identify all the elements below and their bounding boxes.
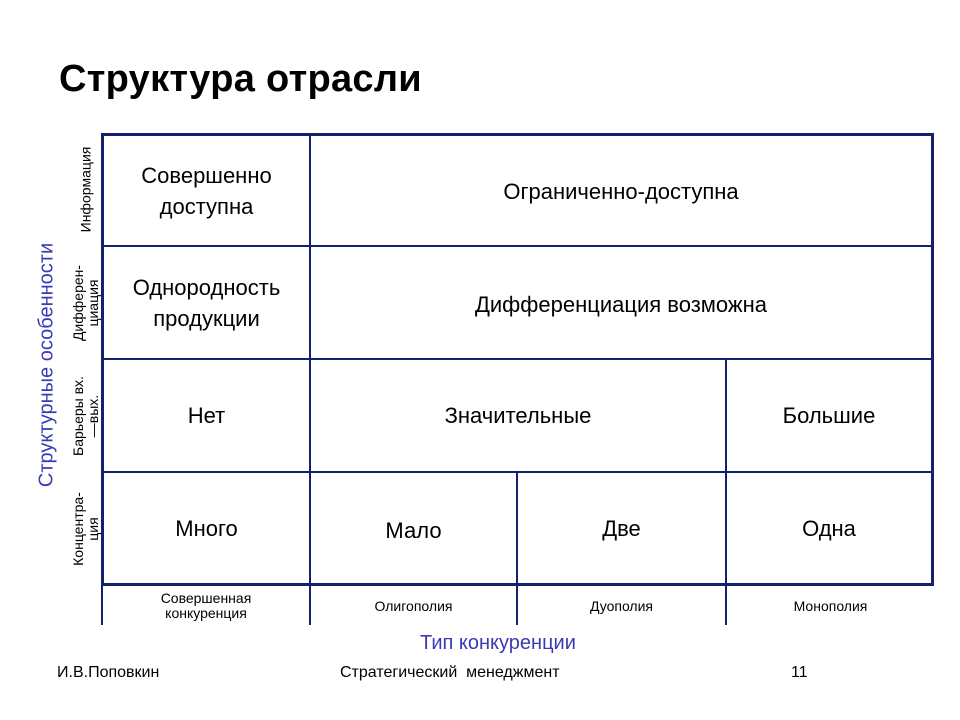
cell-conc-two: Две [602, 515, 641, 541]
footer-author: И.В.Поповкин [57, 664, 160, 681]
row-label-information-wrap [71, 133, 101, 246]
row-label-concentration-wrap [71, 472, 101, 586]
cell-barriers-significant: Значительные [444, 403, 592, 428]
slide-title: Структура отрасли [59, 58, 422, 100]
cell-conc-many: Много [175, 515, 238, 541]
cell-info-perfect: Совершенно доступна [141, 162, 272, 219]
cell-barriers-none: Нет [187, 403, 226, 428]
footer-page-number: 11 [791, 664, 808, 681]
cell-info-limited: Ограниченно-доступна [503, 179, 739, 204]
cell-barriers-large: Большие [782, 403, 876, 428]
cell-diff-possible: Дифференциация возможна [474, 292, 767, 317]
horizontal-axis-title: Тип конкуренции [420, 632, 576, 654]
column-label-oligopoly: Олигополия [374, 597, 453, 614]
cell-conc-few: Мало [385, 518, 442, 543]
cell-conc-one: Одна [802, 515, 856, 541]
row-label-concentration: Концентра- ция [70, 492, 102, 566]
column-label-perfect: Совершенная конкуренция [160, 590, 252, 621]
vertical-axis-title: Структурные особенности [35, 242, 58, 488]
row-label-differentiation: Дифферен- циация [70, 264, 101, 341]
footer-course: Стратегический менеджмент [340, 664, 560, 681]
row-label-differentiation-wrap [71, 246, 101, 359]
row-label-information: Информация [77, 146, 94, 233]
cell-diff-perfect: Однородность продукции [132, 274, 281, 331]
column-label-duopoly: Дуополия [589, 597, 654, 614]
row-label-barriers: Барьеры вх. —вых. [70, 375, 101, 456]
row-label-barriers-wrap [71, 359, 101, 472]
column-label-monopoly: Монополия [793, 597, 868, 614]
